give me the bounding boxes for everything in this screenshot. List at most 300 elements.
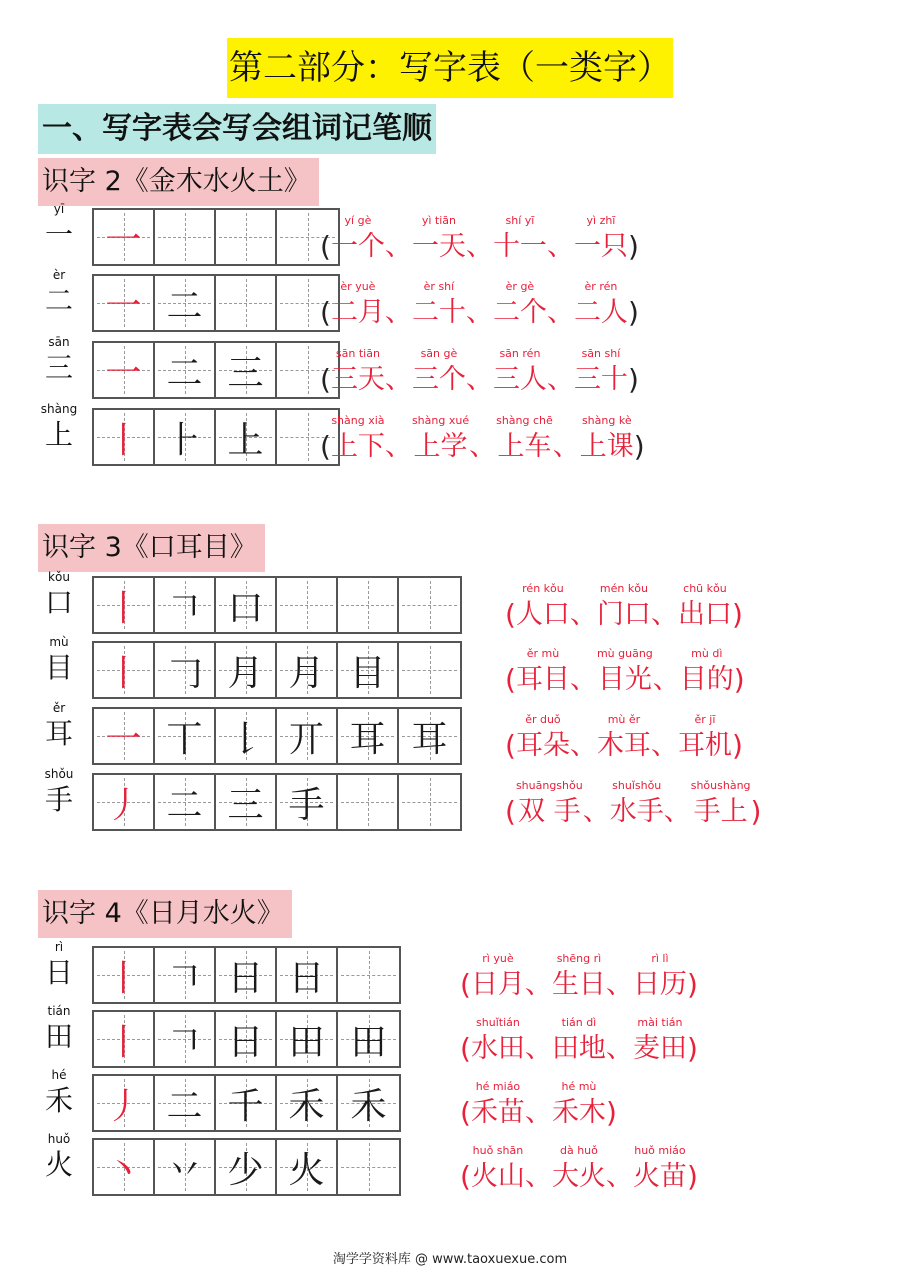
stroke-cell <box>338 1076 399 1130</box>
example-word <box>493 280 547 330</box>
stroke-cell <box>155 643 216 697</box>
example-word <box>516 582 570 632</box>
example-word <box>471 1080 525 1130</box>
word-pinyin: shuǐshǒu <box>612 779 662 792</box>
stroke-cell <box>216 210 277 264</box>
open-paren: ( <box>320 430 331 463</box>
word-pinyin: tián dì <box>561 1016 597 1029</box>
character-label <box>36 570 82 620</box>
word-hanzi: 二月 <box>330 297 385 328</box>
open-paren: ( <box>320 230 331 263</box>
word-examples <box>505 647 745 697</box>
word-hanzi: 三十 <box>573 364 628 395</box>
character-pinyin: sān <box>48 335 70 349</box>
word-pinyin: sān tiān <box>335 347 380 360</box>
word-hanzi: 目光 <box>597 664 652 695</box>
word-pinyin: shǒushàng <box>690 779 751 792</box>
stroke-cell <box>399 709 460 763</box>
open-paren: ( <box>505 729 516 762</box>
open-paren: ( <box>320 296 331 329</box>
example-word <box>412 280 466 330</box>
character-pinyin: ěr <box>52 701 66 715</box>
word-hanzi: 火山 <box>470 1161 525 1192</box>
word-hanzi: 二十 <box>411 297 466 328</box>
stroke-step: 一 <box>105 352 142 394</box>
stroke-cell <box>216 948 277 1002</box>
stroke-step: 𠃍 <box>166 587 203 629</box>
stroke-step: 日 <box>227 1021 264 1063</box>
stroke-cell <box>94 775 155 829</box>
separator: 、 <box>546 364 574 395</box>
word-hanzi: 二个 <box>492 297 547 328</box>
separator: 、 <box>569 599 597 630</box>
stroke-step: 耳 <box>349 718 386 760</box>
stroke-step: 𠃍 <box>166 1021 203 1063</box>
stroke-step: 丨 <box>105 652 142 694</box>
word-pinyin: shuǐtián <box>476 1016 520 1029</box>
stroke-cell <box>94 643 155 697</box>
stroke-cell <box>277 948 338 1002</box>
word-pinyin: yí gè <box>344 214 372 227</box>
example-word <box>331 214 385 264</box>
character-label <box>36 1132 82 1182</box>
stroke-cell <box>155 343 216 397</box>
example-word <box>516 779 583 829</box>
word-hanzi: 火苗 <box>632 1161 687 1192</box>
word-examples <box>505 713 743 763</box>
open-paren: ( <box>460 1032 471 1065</box>
separator: 、 <box>582 796 610 827</box>
word-hanzi: 人口 <box>515 599 570 630</box>
word-examples <box>460 1144 698 1194</box>
word-hanzi: 耳朵 <box>515 730 570 761</box>
lesson-tag: 识字 2《金木水火土》 <box>38 158 319 206</box>
word-pinyin: mù ěr <box>607 713 641 726</box>
close-paren: ) <box>686 968 698 1001</box>
stroke-step: 丌 <box>288 718 325 760</box>
word-pinyin: shàng xué <box>411 414 470 427</box>
example-word <box>691 779 751 829</box>
word-examples <box>320 280 639 330</box>
footer-watermark: 淘学学资料库 @ www.taoxuexue.com <box>332 1252 568 1267</box>
word-examples <box>460 1016 698 1066</box>
stroke-cell <box>338 643 399 697</box>
open-paren: ( <box>460 1096 471 1129</box>
example-word <box>331 347 385 397</box>
stroke-step: 丨 <box>105 587 142 629</box>
stroke-cell <box>155 775 216 829</box>
word-pinyin: èr shí <box>423 280 455 293</box>
word-pinyin: sān gè <box>420 347 458 360</box>
character-pinyin: shàng <box>40 402 78 416</box>
stroke-step: 三 <box>227 352 264 394</box>
stroke-cell <box>216 410 277 464</box>
stroke-step: 丿 <box>105 784 142 826</box>
word-pinyin: hé miáo <box>475 1080 521 1093</box>
word-hanzi: 日历 <box>632 969 687 1000</box>
word-examples <box>460 952 698 1002</box>
character-pinyin: kǒu <box>48 570 70 584</box>
character-hanzi: 耳 <box>44 717 73 750</box>
word-hanzi: 一只 <box>573 231 628 262</box>
example-word <box>574 347 628 397</box>
stroke-step: 耳 <box>411 718 448 760</box>
lesson-tag: 识字 4《日月水火》 <box>38 890 292 938</box>
character-hanzi: 三 <box>44 351 73 384</box>
word-pinyin: ěr mù <box>526 647 560 660</box>
stroke-step: 丨 <box>105 1021 142 1063</box>
word-pinyin: dà huǒ <box>559 1144 598 1157</box>
character-pinyin: hé <box>51 1068 67 1082</box>
character-pinyin: tián <box>47 1004 71 1018</box>
separator: 、 <box>663 796 691 827</box>
character-hanzi: 二 <box>44 284 73 317</box>
close-paren: ) <box>686 1160 698 1193</box>
stroke-cell <box>94 709 155 763</box>
character-pinyin: èr <box>52 268 66 282</box>
separator: 、 <box>524 969 552 1000</box>
word-pinyin: rén kǒu <box>522 582 564 595</box>
word-hanzi: 手上 <box>693 796 748 827</box>
stroke-step: 日 <box>227 957 264 999</box>
stroke-order-grid <box>92 641 462 699</box>
stroke-cell <box>155 210 216 264</box>
word-hanzi: 双 手 <box>518 796 581 827</box>
word-hanzi: 目的 <box>679 664 734 695</box>
stroke-cell <box>216 775 277 829</box>
example-word <box>493 347 547 397</box>
example-word <box>516 647 570 697</box>
word-pinyin: èr gè <box>505 280 535 293</box>
word-hanzi: 十一 <box>492 231 547 262</box>
word-pinyin: ěr jī <box>694 713 716 726</box>
word-pinyin: shàng chē <box>496 414 553 427</box>
stroke-cell <box>216 343 277 397</box>
stroke-step: 丅 <box>166 718 203 760</box>
example-word <box>633 1144 687 1194</box>
separator: 、 <box>524 1161 552 1192</box>
word-hanzi: 三天 <box>330 364 385 395</box>
open-paren: ( <box>505 663 516 696</box>
word-hanzi: 上车 <box>497 431 552 462</box>
example-word <box>552 1080 606 1130</box>
word-hanzi: 生日 <box>551 969 606 1000</box>
separator: 、 <box>465 297 493 328</box>
word-hanzi: 耳目 <box>515 664 570 695</box>
stroke-step: 田 <box>288 1021 325 1063</box>
stroke-cell <box>338 578 399 632</box>
stroke-order-grid <box>92 208 340 266</box>
separator: 、 <box>546 297 574 328</box>
stroke-step: 一 <box>105 219 142 261</box>
character-hanzi: 手 <box>44 783 73 816</box>
word-pinyin: shàng kè <box>581 414 632 427</box>
example-word <box>610 779 664 829</box>
separator: 、 <box>469 431 497 462</box>
stroke-step: 千 <box>227 1085 264 1127</box>
stroke-order-grid <box>92 1074 401 1132</box>
word-pinyin: mù dì <box>691 647 723 660</box>
word-pinyin: yì tiān <box>421 214 457 227</box>
word-hanzi: 麦田 <box>632 1033 687 1064</box>
character-label <box>36 1004 82 1054</box>
example-word <box>471 952 525 1002</box>
example-word <box>678 713 732 763</box>
stroke-cell <box>338 775 399 829</box>
stroke-step: 𠄌 <box>227 718 264 760</box>
character-hanzi: 日 <box>44 956 73 989</box>
word-hanzi: 门口 <box>596 599 651 630</box>
stroke-step: 一 <box>105 718 142 760</box>
stroke-cell <box>155 276 216 330</box>
section-heading: 一、写字表会写会组词记笔顺 <box>38 104 436 154</box>
stroke-order-grid <box>92 341 340 399</box>
stroke-cell <box>155 1140 216 1194</box>
separator: 、 <box>652 664 680 695</box>
stroke-cell <box>94 1076 155 1130</box>
word-pinyin: shàng xià <box>331 414 385 427</box>
separator: 、 <box>546 231 574 262</box>
character-label <box>36 335 82 385</box>
open-paren: ( <box>460 1160 471 1193</box>
example-word <box>516 713 570 763</box>
stroke-order-grid <box>92 274 340 332</box>
close-paren: ) <box>731 598 743 631</box>
character-label <box>36 940 82 990</box>
character-label <box>36 635 82 685</box>
stroke-step: 三 <box>227 784 264 826</box>
stroke-step: 一 <box>105 285 142 327</box>
separator: 、 <box>650 730 678 761</box>
example-word <box>496 414 553 464</box>
separator: 、 <box>569 664 597 695</box>
stroke-step: 手 <box>288 784 325 826</box>
separator: 、 <box>524 1097 552 1128</box>
character-hanzi: 田 <box>44 1020 73 1053</box>
word-hanzi: 三人 <box>492 364 547 395</box>
separator: 、 <box>605 969 633 1000</box>
word-examples <box>320 414 645 464</box>
stroke-step: 丨 <box>105 957 142 999</box>
character-label <box>36 1068 82 1118</box>
stroke-step: 丿 <box>105 1085 142 1127</box>
word-hanzi: 耳机 <box>677 730 732 761</box>
stroke-cell <box>216 1076 277 1130</box>
stroke-cell <box>155 948 216 1002</box>
example-word <box>331 414 385 464</box>
stroke-step: 少 <box>227 1149 264 1191</box>
word-pinyin: mài tián <box>637 1016 683 1029</box>
word-pinyin: yì zhī <box>586 214 616 227</box>
word-hanzi: 水手 <box>609 796 664 827</box>
stroke-step: 丷 <box>166 1149 203 1191</box>
example-word <box>580 414 634 464</box>
separator: 、 <box>552 431 580 462</box>
word-pinyin: chū kǒu <box>683 582 727 595</box>
word-pinyin: hé mù <box>561 1080 597 1093</box>
stroke-cell <box>338 1012 399 1066</box>
word-hanzi: 大火 <box>551 1161 606 1192</box>
stroke-order-grid <box>92 707 462 765</box>
stroke-step: 二 <box>166 1085 203 1127</box>
stroke-cell <box>277 1076 338 1130</box>
example-word <box>678 582 732 632</box>
word-examples <box>505 779 761 829</box>
character-pinyin: huǒ <box>47 1132 71 1146</box>
stroke-step: 丶 <box>105 1149 142 1191</box>
stroke-step: 二 <box>166 784 203 826</box>
open-paren: ( <box>505 598 516 631</box>
separator: 、 <box>384 364 412 395</box>
character-hanzi: 口 <box>44 586 73 619</box>
word-pinyin: rì yuè <box>482 952 514 965</box>
example-word <box>552 952 606 1002</box>
character-pinyin: rì <box>54 940 64 954</box>
separator: 、 <box>605 1161 633 1192</box>
example-word <box>552 1016 606 1066</box>
example-word <box>597 713 651 763</box>
stroke-cell <box>216 578 277 632</box>
example-word <box>633 1016 687 1066</box>
stroke-cell <box>94 1140 155 1194</box>
stroke-cell <box>216 276 277 330</box>
stroke-cell <box>216 709 277 763</box>
separator: 、 <box>605 1033 633 1064</box>
example-word <box>471 1016 525 1066</box>
word-pinyin: sān shí <box>581 347 621 360</box>
stroke-step: 𠃍 <box>166 957 203 999</box>
word-hanzi: 日月 <box>470 969 525 1000</box>
stroke-step: 月 <box>288 652 325 694</box>
example-word <box>680 647 734 697</box>
character-label <box>36 767 82 817</box>
example-word <box>597 647 653 697</box>
stroke-step: 丨 <box>105 419 142 461</box>
stroke-step: 日 <box>288 957 325 999</box>
open-paren: ( <box>505 795 516 828</box>
stroke-cell <box>399 578 460 632</box>
separator: 、 <box>524 1033 552 1064</box>
stroke-cell <box>338 1140 399 1194</box>
word-hanzi: 禾木 <box>551 1097 606 1128</box>
close-paren: ) <box>750 795 762 828</box>
example-word <box>574 280 628 330</box>
character-hanzi: 火 <box>44 1148 73 1181</box>
stroke-cell <box>94 210 155 264</box>
word-hanzi: 一个 <box>330 231 385 262</box>
stroke-step: 禾 <box>350 1085 387 1127</box>
word-pinyin: shuāngshǒu <box>515 779 583 792</box>
close-paren: ) <box>627 363 639 396</box>
word-hanzi: 一天 <box>411 231 466 262</box>
stroke-cell <box>216 643 277 697</box>
stroke-cell <box>277 643 338 697</box>
stroke-cell <box>338 948 399 1002</box>
separator: 、 <box>465 364 493 395</box>
close-paren: ) <box>686 1032 698 1065</box>
close-paren: ) <box>605 1096 617 1129</box>
stroke-cell <box>338 709 399 763</box>
stroke-cell <box>216 1012 277 1066</box>
example-word <box>412 414 469 464</box>
example-word <box>493 214 547 264</box>
stroke-step: 口 <box>227 587 264 629</box>
stroke-step: 二 <box>166 285 203 327</box>
stroke-cell <box>94 410 155 464</box>
stroke-step: 月 <box>227 652 264 694</box>
example-word <box>633 952 687 1002</box>
stroke-step: ⺊ <box>166 419 203 461</box>
example-word <box>574 214 628 264</box>
stroke-cell <box>216 1140 277 1194</box>
open-paren: ( <box>320 363 331 396</box>
stroke-cell <box>94 948 155 1002</box>
word-hanzi: 二人 <box>573 297 628 328</box>
character-hanzi: 上 <box>44 418 73 451</box>
word-examples <box>460 1080 617 1130</box>
stroke-cell <box>94 1012 155 1066</box>
separator: 、 <box>384 431 412 462</box>
stroke-step: 火 <box>288 1149 325 1191</box>
character-label <box>36 701 82 751</box>
close-paren: ) <box>627 296 639 329</box>
example-word <box>412 347 466 397</box>
example-word <box>471 1144 525 1194</box>
word-pinyin: mén kǒu <box>599 582 648 595</box>
word-pinyin: èr rén <box>584 280 618 293</box>
word-hanzi: 禾苗 <box>470 1097 525 1128</box>
character-label <box>36 202 82 252</box>
stroke-cell <box>94 343 155 397</box>
character-pinyin: shǒu <box>44 767 74 781</box>
separator: 、 <box>384 231 412 262</box>
character-label <box>36 402 82 452</box>
stroke-cell <box>155 1012 216 1066</box>
character-hanzi: 目 <box>44 651 73 684</box>
word-pinyin: sān rén <box>499 347 541 360</box>
stroke-cell <box>94 578 155 632</box>
word-pinyin: shēng rì <box>556 952 602 965</box>
stroke-cell <box>277 1140 338 1194</box>
character-pinyin: yī <box>53 202 65 216</box>
stroke-order-grid <box>92 1010 401 1068</box>
stroke-step: 二 <box>166 352 203 394</box>
word-hanzi: 上学 <box>413 431 468 462</box>
character-hanzi: 禾 <box>44 1084 73 1117</box>
stroke-step: 目 <box>349 652 386 694</box>
close-paren: ) <box>627 230 639 263</box>
stroke-cell <box>277 775 338 829</box>
stroke-step: 田 <box>350 1021 387 1063</box>
stroke-cell <box>399 643 460 697</box>
separator: 、 <box>384 297 412 328</box>
word-hanzi: 上下 <box>330 431 385 462</box>
word-hanzi: 水田 <box>470 1033 525 1064</box>
example-word <box>597 582 651 632</box>
word-pinyin: shí yī <box>505 214 535 227</box>
stroke-cell <box>277 578 338 632</box>
word-examples <box>505 582 743 632</box>
word-examples <box>320 347 639 397</box>
stroke-cell <box>399 775 460 829</box>
separator: 、 <box>650 599 678 630</box>
stroke-order-grid <box>92 576 462 634</box>
close-paren: ) <box>733 663 745 696</box>
character-hanzi: 一 <box>44 218 73 251</box>
stroke-step: 上 <box>227 419 264 461</box>
stroke-order-grid <box>92 1138 401 1196</box>
word-pinyin: rì lì <box>651 952 669 965</box>
